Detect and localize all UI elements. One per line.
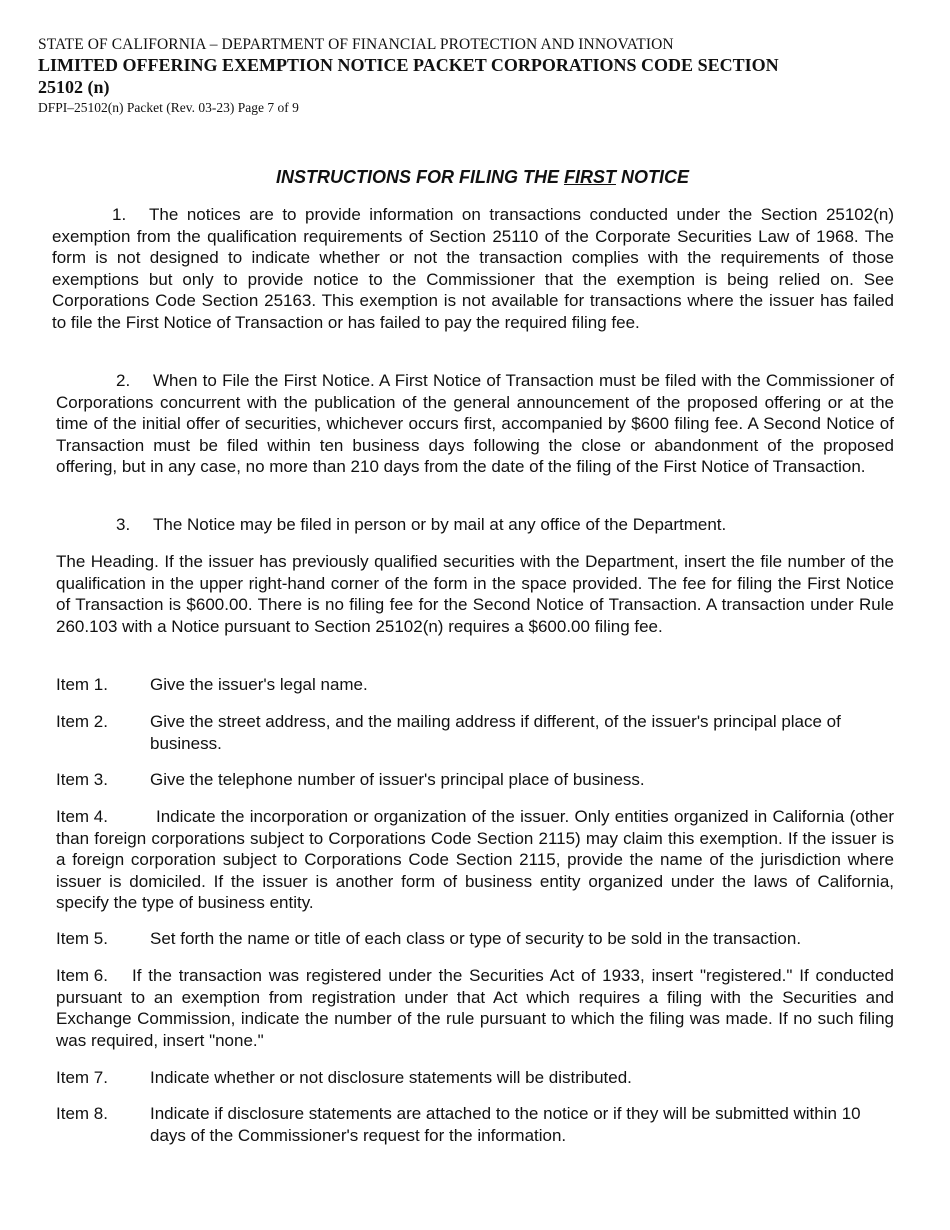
item-label: Item 4. <box>56 807 108 826</box>
item-label: Item 1. <box>56 675 108 694</box>
item-4 <box>56 806 894 914</box>
paragraph-number: 2. <box>116 371 131 390</box>
item-text: Give the street address, and the mailing address if different, of the issuer's principal place of business. <box>150 712 841 753</box>
paragraph-2 <box>56 370 894 478</box>
paragraph-text: When to File the First Notice. A First Notice of Transaction must be filed with the Commissioner of Corporations concurrent with the publication of the general announcement of the proposed offering or at the time of the initial offer of securities, whichever occurs first, accompanied by $600 filing fee. A Second Notice of Transaction must be filed within ten business days following the close or abandonment of the proposed offering, but in any case, no more than 210 days from the date of the filing of the First Notice of Transaction. <box>56 371 894 476</box>
heading-suffix: NOTICE <box>621 167 690 187</box>
item-text: Indicate whether or not disclosure statements will be distributed. <box>150 1068 632 1087</box>
instructions-heading <box>0 167 950 188</box>
item-3 <box>56 769 894 791</box>
paragraph-text: The notices are to provide information on transactions conducted under the Section 25102(n) exemption from the qualification requirements of Section 25110 of the Corporate Securities Law of 1968. The form is not designed to indicate whether or not the transaction complies with the requirements of those exemptions but only to provide notice to the Commissioner that the exemption is being relied on. See Corporations Code Section 25163. This exemption is not available for transactions where the issuer has failed to file the First Notice of Transaction or has failed to pay the required filing fee. <box>52 205 894 332</box>
item-1 <box>56 674 894 696</box>
item-6 <box>56 965 894 1051</box>
heading-note: The Heading. If the issuer has previously qualified securities with the Department, insert the file number of the qualification in the upper right-hand corner of the form in the space provided. The fee for filing the First Notice of Transaction is $600.00. There is no filing fee for the Second Notice of Transaction. A transaction under Rule 260.103 with a Notice pursuant to Section 25102(n) requires a $600.00 filing fee. <box>56 552 894 636</box>
item-text: Indicate the incorporation or organization of the issuer. Only entities organized in California (other than foreign corporations subject to Corporations Code Section 2115) may claim this exemption. If the issuer is a foreign corporation subject to Corporations Code Section 2115, provide the name of the jurisdiction where issuer is domiciled. If the issuer is another form of business entity organized under the laws of California, specify the type of business entity. <box>56 807 894 912</box>
item-text: Give the telephone number of issuer's principal place of business. <box>150 770 645 789</box>
paragraph-3 <box>56 514 894 536</box>
item-label: Item 5. <box>56 929 108 948</box>
item-5 <box>56 928 894 950</box>
form-number: DFPI–25102(n) Packet (Rev. 03-23) Page 7 of 9 <box>38 100 299 115</box>
paragraph-number: 1. <box>112 205 127 224</box>
item-label: Item 3. <box>56 770 108 789</box>
item-text: If the transaction was registered under the Securities Act of 1933, insert "registered." If conducted pursuant to an exemption from registration under that Act which requires a filing with the Securities and Exchange Commission, indicate the number of the rule pursuant to which the filing was made. If no such filing was required, insert "none." <box>56 966 894 1050</box>
heading-underlined-word: FIRST <box>563 167 616 187</box>
heading-prefix: INSTRUCTIONS FOR FILING THE <box>275 167 559 187</box>
packet-title: LIMITED OFFERING EXEMPTION NOTICE PACKET CORPORATIONS CODE SECTION 25102 (n) <box>38 55 779 97</box>
item-8 <box>56 1103 894 1146</box>
document-header <box>38 36 818 116</box>
paragraph-number: 3. <box>116 515 131 534</box>
item-text: Give the issuer's legal name. <box>150 675 368 694</box>
item-2 <box>56 711 894 754</box>
agency-name: STATE OF CALIFORNIA – DEPARTMENT OF FINANCIAL PROTECTION AND INNOVATION <box>38 36 674 53</box>
item-text: Set forth the name or title of each class or type of security to be sold in the transaction. <box>150 929 802 948</box>
paragraph-1 <box>52 204 894 333</box>
item-text: Indicate if disclosure statements are attached to the notice or if they will be submitted within 10 days of the Commissioner's request for the information. <box>150 1104 861 1145</box>
item-7 <box>56 1067 894 1089</box>
item-label: Item 8. <box>56 1104 108 1123</box>
item-label: Item 2. <box>56 712 108 731</box>
item-label: Item 6. <box>56 966 108 985</box>
item-label: Item 7. <box>56 1068 108 1087</box>
paragraph-text: The Notice may be filed in person or by mail at any office of the Department. <box>153 515 727 534</box>
